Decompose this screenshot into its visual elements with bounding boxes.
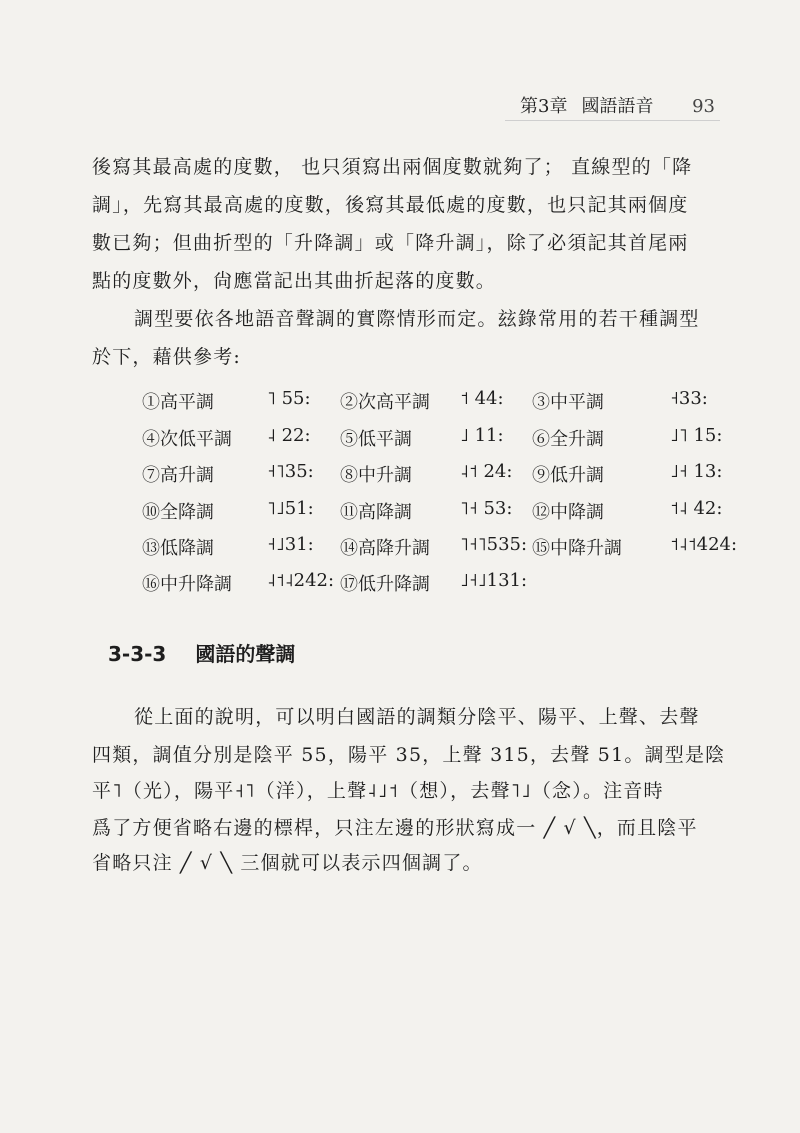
tone-mark: ˧33: <box>670 388 708 409</box>
running-header <box>520 92 715 118</box>
tone-name: ③中平調 <box>532 392 604 413</box>
text-line: 從上面的說明，可以明白國語的調類分陰平、陽平、上聲、去聲 <box>134 706 700 728</box>
tone-mark: ˩ 11: <box>460 425 504 446</box>
tone-mark: ˥˩51: <box>267 498 314 519</box>
text-line: 調型要依各地語音聲調的實際情形而定。玆錄常用的若干種調型 <box>134 308 700 330</box>
tone-mark: ˨ 22: <box>267 425 311 446</box>
tone-mark: ˨˦˨242: <box>267 570 335 591</box>
tone-name: ⑧中升調 <box>340 465 412 486</box>
tone-mark: ˩˥ 15: <box>670 425 723 446</box>
text-line: 爲了方便省略右邊的標桿，只注左邊的形狀寫成一 ╱ √ ╲，而且陰平 <box>92 817 698 839</box>
text-line: 數已夠；但曲折型的「升降調」或「降升調」，除了必須記其首尾兩 <box>92 232 689 254</box>
tone-name: ⑤低平調 <box>340 429 412 450</box>
tone-mark: ˧˥35: <box>267 461 314 482</box>
text-line: 調」，先寫其最高處的度數，後寫其最低處的度數，也只記其兩個度 <box>92 194 689 216</box>
section-title: 國語的聲調 <box>195 642 296 666</box>
chapter-label: 第3章 <box>520 96 568 117</box>
text-line: 後寫其最高處的度數， 也只須寫出兩個度數就夠了； 直線型的「降 <box>92 156 693 178</box>
tone-mark: ˩˧ 13: <box>670 461 723 482</box>
tone-name: ⑥全升調 <box>532 429 604 450</box>
text-line: 四類，調值分別是陰平 55，陽平 35，上聲 315，去聲 51。調型是陰 <box>92 744 726 766</box>
tone-mark: ˦ 44: <box>460 388 504 409</box>
text-line: 平˥（光），陽平˧˥（洋），上聲˨˩˦（想），去聲˥˩（念）。注音時 <box>92 780 664 802</box>
tone-name: ⑯中升降調 <box>142 574 232 595</box>
tone-name: ②次高平調 <box>340 392 430 413</box>
tone-name: ⑫中降調 <box>532 502 604 523</box>
tone-mark: ˥ 55: <box>267 388 311 409</box>
section-heading <box>108 638 295 667</box>
text-line: 點的度數外，尙應當記出其曲折起落的度數。 <box>92 270 497 292</box>
tone-name: ⑭高降升調 <box>340 538 430 559</box>
tone-name: ①高平調 <box>142 392 214 413</box>
tone-name: ⑰低升降調 <box>340 574 430 595</box>
tone-name: ⑩全降調 <box>142 502 214 523</box>
page-number: 93 <box>692 96 715 117</box>
tone-mark: ˧˩31: <box>267 534 314 555</box>
tone-name: ⑨低升調 <box>532 465 604 486</box>
text-line: 省略只注 ╱ √ ╲ 三個就可以表示四個調了。 <box>92 852 483 874</box>
tone-mark: ˩˧˩131: <box>460 570 528 591</box>
tone-name: ⑮中降升調 <box>532 538 622 559</box>
tone-mark: ˥˧ 53: <box>460 498 513 519</box>
tone-name: ⑬低降調 <box>142 538 214 559</box>
tone-name: ⑦高升調 <box>142 465 214 486</box>
header-rule <box>505 120 720 121</box>
tone-mark: ˦˨ 42: <box>670 498 723 519</box>
chapter-title: 國語語音 <box>581 96 654 117</box>
tone-mark: ˥˧˥535: <box>460 534 528 555</box>
section-number: 3-3-3 <box>108 642 167 666</box>
text-line: 於下，藉供參考: <box>92 346 242 368</box>
tone-mark: ˨˦ 24: <box>460 461 513 482</box>
tone-name: ④次低平調 <box>142 429 232 450</box>
tone-name: ⑪高降調 <box>340 502 412 523</box>
tone-mark: ˦˨˦424: <box>670 534 738 555</box>
